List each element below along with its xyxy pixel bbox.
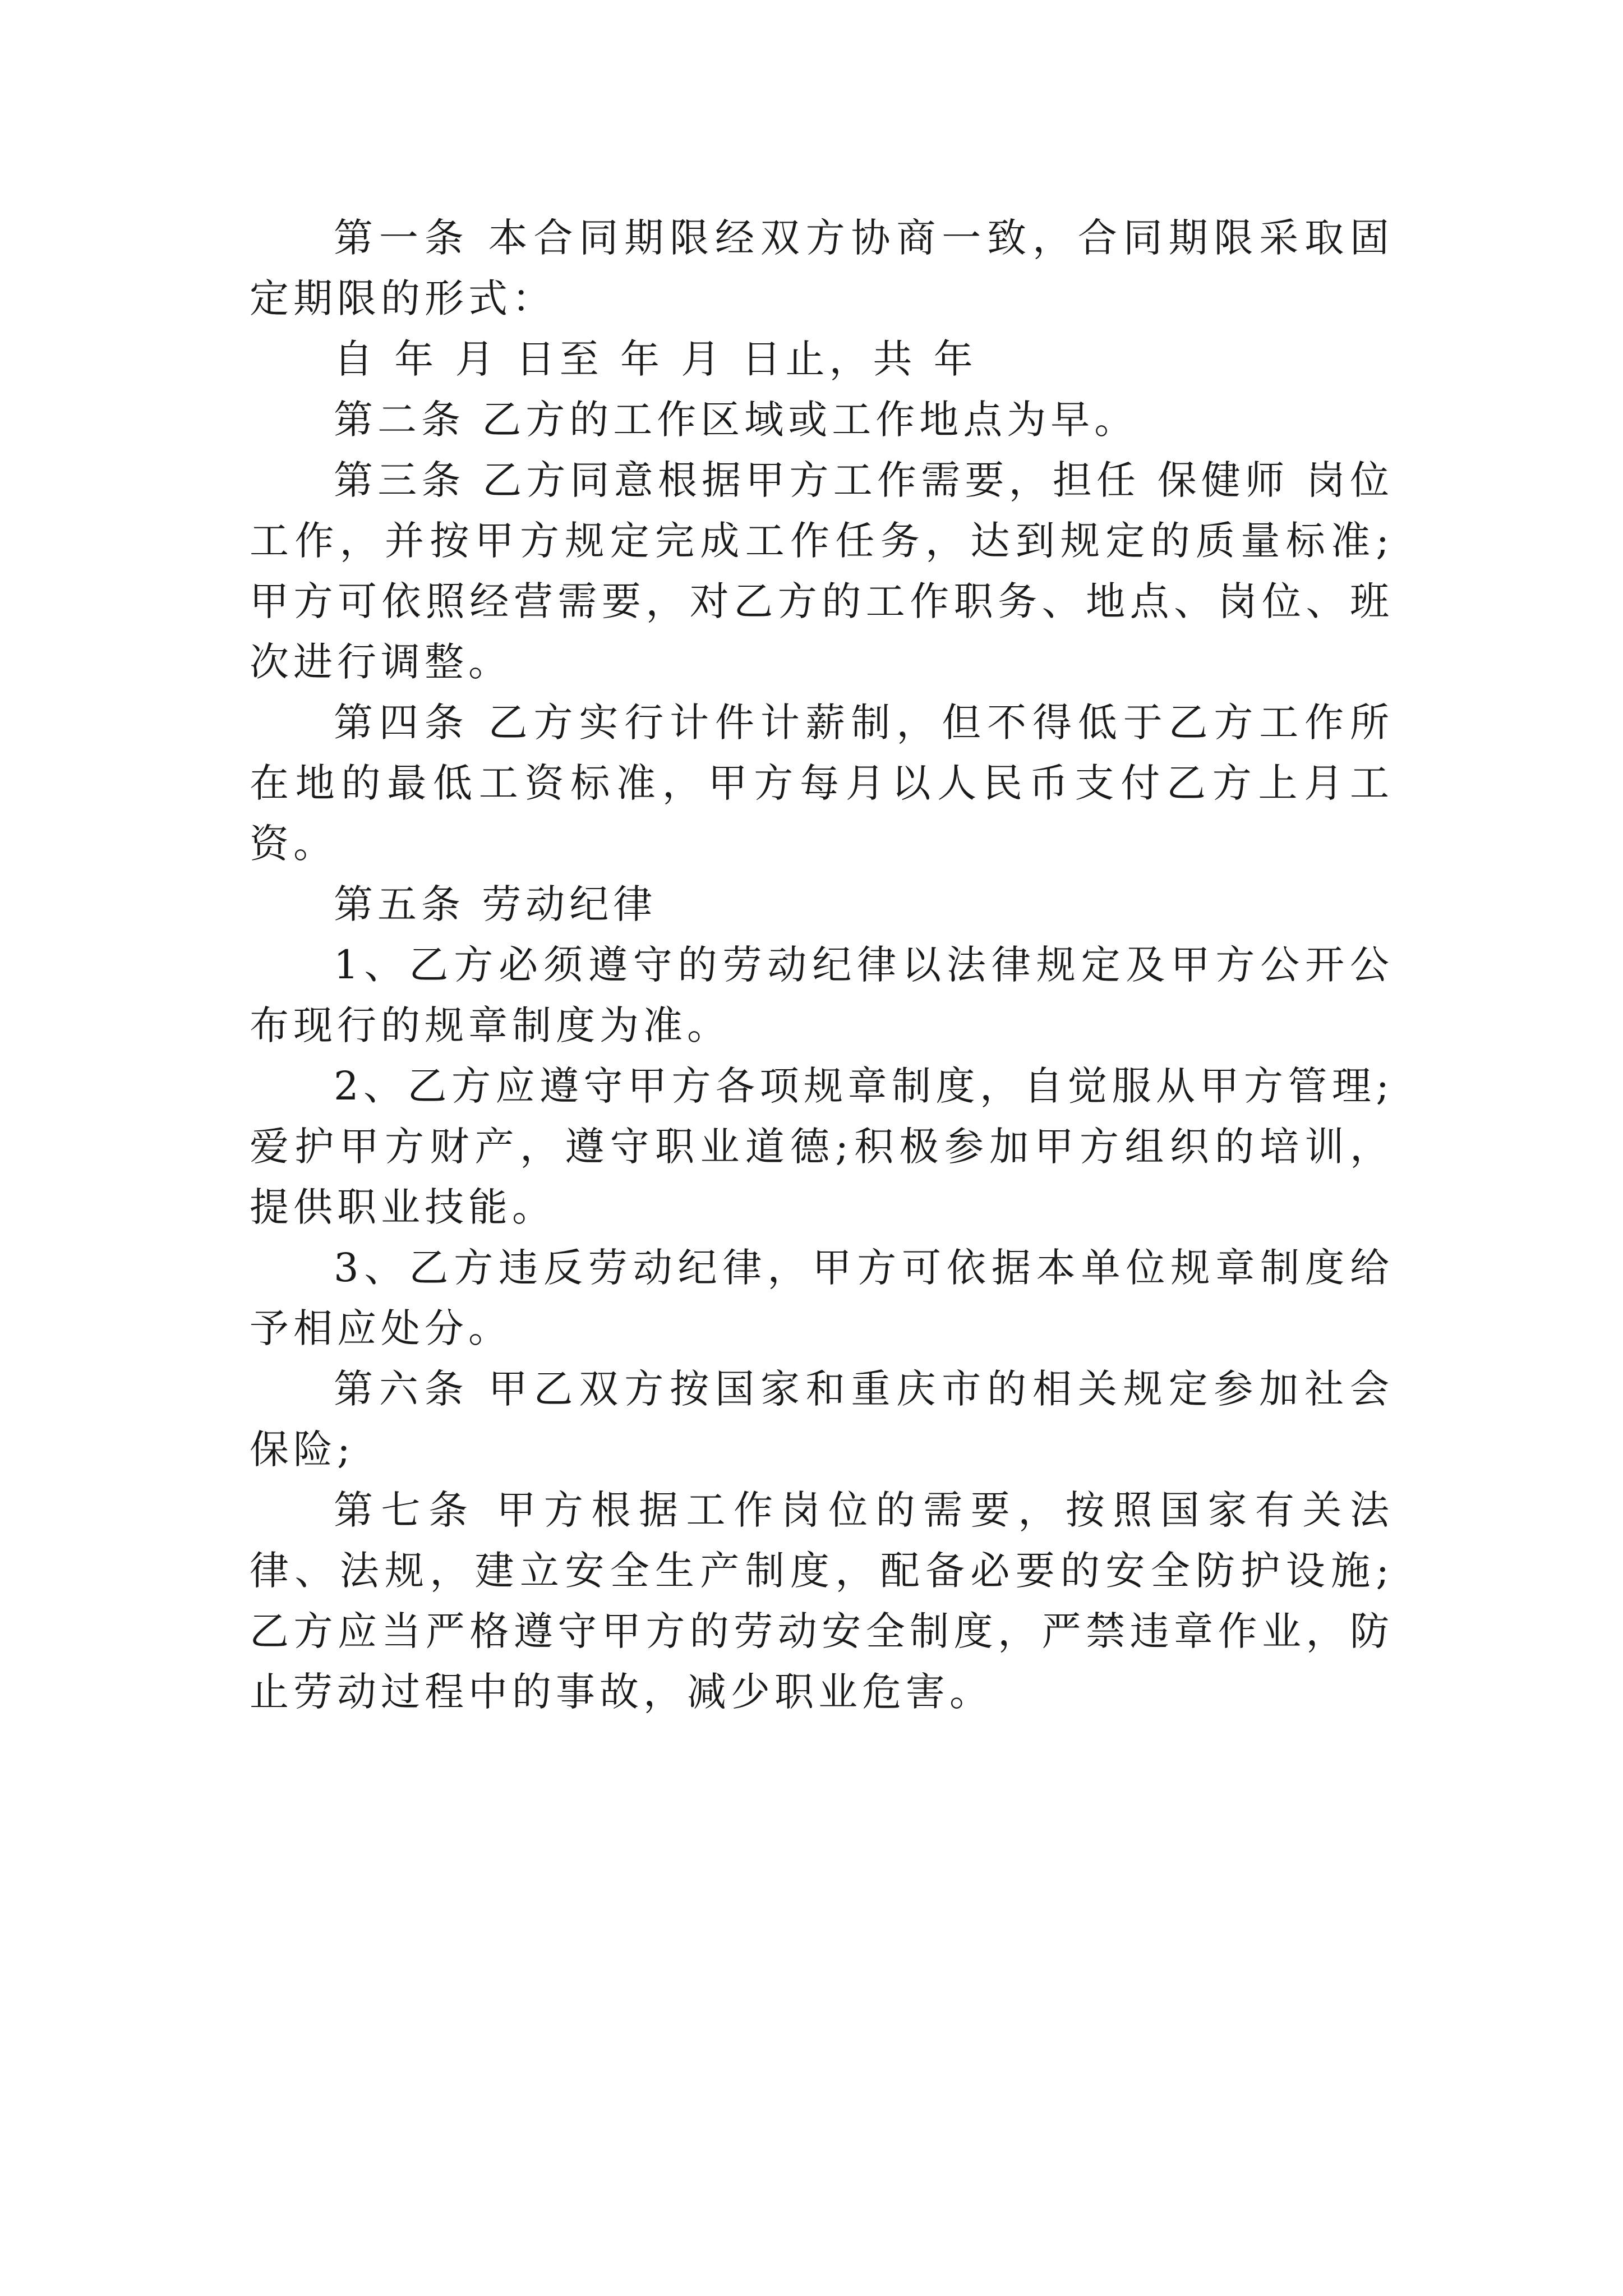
clause-5-item-3: 3、乙方违反劳动纪律，甲方可依据本单位规章制度给予相应处分。 [250, 1245, 1394, 1351]
contract-period-paragraph: 自 年 月 日至 年 月 日止，共 年 [334, 336, 978, 382]
clause-1-paragraph: 第一条 本合同期限经双方协商一致，合同期限采取固定期限的形式： [250, 215, 1394, 321]
clause-5-heading: 第五条 劳动纪律 [334, 881, 657, 927]
document-body [250, 208, 1394, 1722]
clause-4-paragraph: 第四条 乙方实行计件计薪制，但不得低于乙方工作所在地的最低工资标准，甲方每月以人民币支付乙方上月工资。 [250, 700, 1394, 867]
clause-3-paragraph: 第三条 乙方同意根据甲方工作需要，担任 保健师 岗位工作，并按甲方规定完成工作任务，达到规定的质量标准;甲方可依照经营需要，对乙方的工作职务、地点、岗位、班次进行调整。 [250, 457, 1394, 685]
clause-7-paragraph: 第七条 甲方根据工作岗位的需要，按照国家有关法律、法规，建立安全生产制度，配备必要的安全防护设施;乙方应当严格遵守甲方的劳动安全制度，严禁违章作业，防止劳动过程中的事故，减少职业危害。 [250, 1487, 1394, 1715]
clause-6-paragraph: 第六条 甲乙双方按国家和重庆市的相关规定参加社会保险; [250, 1366, 1394, 1473]
clause-5-item-1: 1、乙方必须遵守的劳动纪律以法律规定及甲方公开公布现行的规章制度为准。 [250, 942, 1394, 1048]
clause-5-item-2: 2、乙方应遵守甲方各项规章制度，自觉服从甲方管理;爱护甲方财产，遵守职业道德;积极参加甲方组织的培训，提供职业技能。 [250, 1063, 1394, 1230]
clause-2-paragraph: 第二条 乙方的工作区域或工作地点为早。 [334, 397, 1138, 443]
